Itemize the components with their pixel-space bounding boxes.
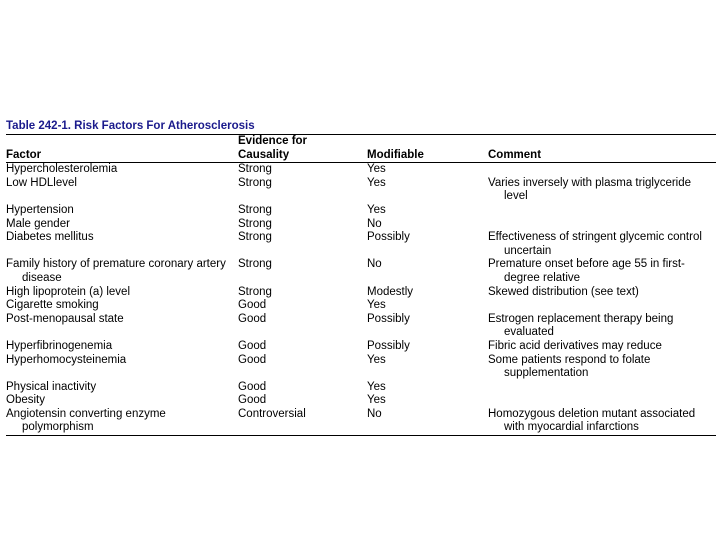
cell-modifiable [367,408,488,436]
cell-comment-text: Homozygous deletion mutant associated with myocardial infarctions [488,407,696,434]
risk-factors-table [6,134,716,436]
cell-modifiable-text: Possibly [367,231,410,244]
cell-factor-text: Family history of premature coronary artery disease [6,258,226,284]
cell-modifiable-text: Yes [367,380,386,393]
cell-comment [488,340,716,354]
cell-evidence [238,163,367,177]
cell-factor-text: Hyperfibrinogenemia [6,339,113,352]
cell-factor-text: Hypertension [6,203,74,216]
table-row [6,313,716,340]
cell-evidence-text: Good [238,394,267,407]
cell-factor [6,286,238,300]
cell-evidence-text: Strong [238,217,272,230]
cell-modifiable-text: No [367,407,382,420]
header-modifiable: Modifiable [367,148,424,161]
cell-factor-text: Low HDLlevel [6,176,77,189]
cell-comment [488,299,716,313]
cell-evidence-text: Strong [238,163,272,176]
cell-modifiable [367,313,488,340]
cell-factor [6,163,238,177]
cell-modifiable [367,163,488,177]
table-row [6,340,716,354]
cell-modifiable [367,218,488,232]
table-body [6,163,716,436]
cell-evidence [238,381,367,395]
cell-factor-text: Angiotensin converting enzyme polymorphism [6,407,166,434]
cell-evidence-text: Strong [238,258,272,271]
cell-comment [488,394,716,408]
cell-factor [6,218,238,232]
header-factor: Factor [6,148,42,161]
cell-modifiable-text: Modestly [367,285,414,298]
cell-comment-text: Fibric acid derivatives may reduce [488,339,662,352]
cell-modifiable [367,286,488,300]
table-caption: Table 242-1. Risk Factors For Atherosclerosis [6,120,255,132]
table-row [6,408,716,436]
cell-factor-text: Post-menopausal state [6,312,124,325]
cell-comment-text: Premature onset before age 55 in first-degree relative [488,258,685,284]
cell-modifiable [367,299,488,313]
cell-evidence [238,313,367,340]
cell-factor [6,394,238,408]
cell-modifiable-text: Yes [367,163,386,176]
cell-comment [488,163,716,177]
table-row [6,163,716,177]
table-row [6,286,716,300]
cell-evidence [238,231,367,258]
cell-comment-text: Effectiveness of stringent glycemic control uncertain [488,231,702,257]
cell-evidence [238,177,367,204]
cell-evidence-text: Strong [238,285,272,298]
cell-evidence [238,394,367,408]
cell-factor [6,299,238,313]
cell-factor [6,354,238,381]
cell-factor [6,381,238,395]
cell-modifiable [367,258,488,285]
cell-factor-text: Physical inactivity [6,380,97,393]
cell-factor-text: High lipoprotein (a) level [6,285,131,298]
cell-evidence-text: Strong [238,231,272,244]
cell-evidence-text: Good [238,353,267,366]
cell-factor-text: Male gender [6,217,70,230]
cell-modifiable-text: Possibly [367,339,410,352]
cell-comment [488,381,716,395]
table-row [6,394,716,408]
cell-comment-text: Estrogen replacement therapy being evaluated [488,312,674,339]
cell-factor [6,313,238,340]
cell-comment [488,177,716,204]
cell-factor [6,177,238,204]
table-row [6,231,716,258]
cell-factor-text: Hyperhomocysteinemia [6,353,127,366]
cell-comment-text: Varies inversely with plasma triglyceride level [488,176,692,203]
cell-evidence [238,408,367,436]
header-comment: Comment [488,148,542,161]
cell-evidence [238,340,367,354]
cell-factor-text: Diabetes mellitus [6,231,94,244]
cell-modifiable-text: Yes [367,394,386,407]
cell-comment-text: Skewed distribution (see text) [488,285,639,298]
cell-evidence-text: Good [238,312,267,325]
table-row [6,299,716,313]
cell-modifiable [367,381,488,395]
header-evidence-line2: Causality [238,148,290,161]
table-row [6,258,716,285]
cell-evidence [238,299,367,313]
cell-evidence [238,286,367,300]
header-evidence [238,135,367,163]
cell-modifiable-text: No [367,258,382,271]
cell-modifiable-text: Yes [367,176,386,189]
cell-comment [488,408,716,436]
cell-modifiable-text: Possibly [367,312,410,325]
cell-comment [488,354,716,381]
cell-evidence-text: Strong [238,203,272,216]
cell-comment [488,218,716,232]
cell-modifiable [367,231,488,258]
cell-factor [6,231,238,258]
cell-evidence [238,354,367,381]
cell-evidence [238,204,367,218]
cell-evidence-text: Strong [238,176,272,189]
cell-modifiable-text: Yes [367,353,386,366]
cell-evidence [238,218,367,232]
cell-comment-text: Some patients respond to folate supplementation [488,353,651,380]
cell-comment [488,313,716,340]
cell-factor-text: Cigarette smoking [6,299,99,312]
cell-comment [488,204,716,218]
cell-evidence-text: Good [238,339,267,352]
cell-factor-text: Hypercholesterolemia [6,163,118,176]
table-header-row [6,135,716,163]
cell-modifiable [367,204,488,218]
cell-factor [6,340,238,354]
cell-evidence-text: Good [238,380,267,393]
table-row [6,381,716,395]
cell-modifiable [367,394,488,408]
table-row [6,204,716,218]
cell-modifiable-text: Yes [367,299,386,312]
cell-evidence-text: Controversial [238,407,306,420]
table-row [6,354,716,381]
cell-modifiable-text: Yes [367,203,386,216]
header-evidence-line1: Evidence for [238,135,308,147]
cell-evidence-text: Good [238,299,267,312]
cell-factor-text: Obesity [6,394,45,407]
cell-comment [488,231,716,258]
cell-factor [6,258,238,285]
cell-modifiable [367,340,488,354]
table-row [6,177,716,204]
cell-evidence [238,258,367,285]
cell-comment [488,286,716,300]
cell-comment [488,258,716,285]
table-row [6,218,716,232]
cell-modifiable [367,354,488,381]
cell-factor [6,204,238,218]
cell-modifiable [367,177,488,204]
cell-factor [6,408,238,436]
cell-modifiable-text: No [367,217,382,230]
